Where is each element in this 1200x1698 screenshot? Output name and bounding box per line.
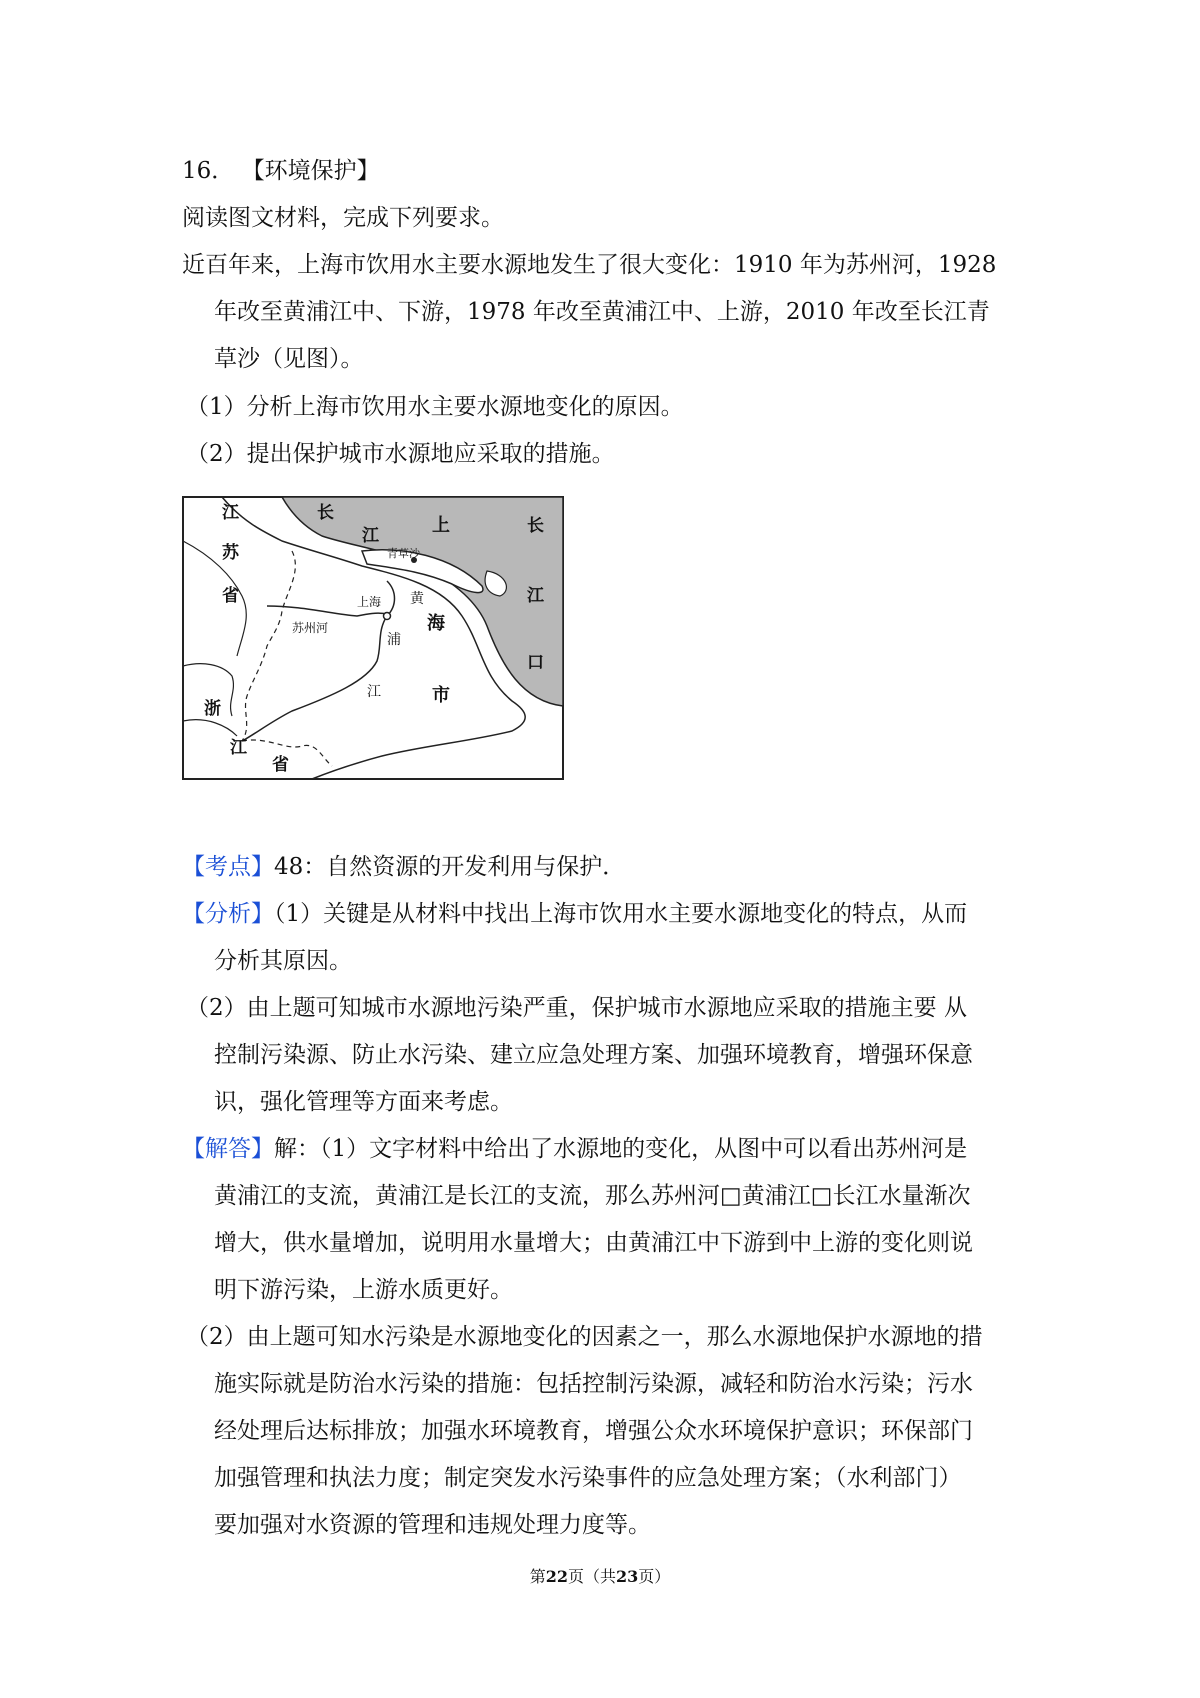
footer-mid: 页（共: [567, 1567, 616, 1586]
map-label-shang: 上: [432, 515, 450, 536]
map-label-jiang-top: 江: [362, 526, 379, 546]
fenxi-line-5: 识，强化管理等方面来考虑。: [214, 1089, 513, 1115]
map-label-suzhouhe: 苏州河: [292, 621, 329, 635]
sub-question-1: （1）分析上海市饮用水主要水源地变化的原因。: [186, 394, 684, 420]
map-label-pu: 浦: [387, 632, 401, 648]
kaodian-tag: 【考点】: [182, 854, 274, 880]
question-topic: 【环境保护】: [241, 158, 380, 184]
material-line-2: 年改至黄浦江中、下游，1978 年改至黄浦江中、上游，2010 年改至长江青: [214, 299, 990, 325]
instruction: 阅读图文材料，完成下列要求。: [182, 205, 504, 231]
jieda-text-1: 解：（1）文字材料中给出了水源地的变化，从图中可以看出苏州河是: [274, 1136, 968, 1162]
jieda-line-9: 要加强对水资源的管理和违规处理力度等。: [214, 1512, 651, 1538]
jieda-line-7: 经处理后达标排放；加强水环境教育，增强公众水环境保护意识；环保部门: [214, 1418, 973, 1444]
fenxi-line-3: （2）由上题可知城市水源地污染严重，保护城市水源地应采取的措施主要 从: [186, 995, 967, 1021]
kaodian-text: 48：自然资源的开发利用与保护．: [274, 854, 626, 880]
jieda-line-1: [182, 1134, 967, 1164]
jieda-tag: 【解答】: [182, 1136, 274, 1162]
question-number: 16．: [182, 158, 235, 184]
map-label-chang-right: 长: [527, 516, 544, 536]
fenxi-line-2: 分析其原因。: [214, 948, 352, 974]
jieda-line-8: 加强管理和执法力度；制定突发水污染事件的应急处理方案；（水利部门）: [214, 1465, 962, 1491]
footer-prefix: 第: [529, 1567, 546, 1586]
map-label-shanghai: 上海: [357, 595, 382, 609]
fenxi-line-1: [182, 899, 967, 929]
footer-page-number: 22: [545, 1567, 568, 1586]
fenxi-text-1: （1）关键是从材料中找出上海市饮用水主要水源地变化的特点，从而: [274, 901, 968, 927]
jieda-line-3: 增大，供水量增加，说明用水量增大；由黄浦江中下游到中上游的变化则说: [214, 1230, 973, 1256]
map-label-huang: 黄: [410, 591, 424, 607]
map-label-kou-right: 口: [527, 653, 544, 673]
map-label-zhe: 浙: [204, 699, 221, 719]
fenxi-tag: 【分析】: [182, 901, 274, 927]
kaodian-line: [182, 852, 625, 882]
map-label-jiang-zhe: 江: [230, 738, 247, 758]
map-label-sheng-zhe: 省: [272, 755, 289, 775]
map-label-jiang-right: 江: [527, 586, 544, 606]
map-label-shi: 市: [432, 685, 450, 706]
shanghai-water-source-map: [182, 496, 564, 780]
page-footer: [0, 1564, 1200, 1587]
footer-total-pages: 23: [616, 1567, 639, 1586]
map-label-jiang-pu: 江: [367, 684, 381, 700]
map-label-sheng: 省: [222, 586, 239, 606]
map-label-qingcaosha: 青草沙: [387, 547, 420, 560]
question-heading: [182, 156, 380, 186]
map-label-su: 苏: [222, 543, 239, 563]
sub-question-2: （2）提出保护城市水源地应采取的措施。: [186, 441, 615, 467]
footer-suffix: 页）: [638, 1567, 671, 1586]
fenxi-line-4: 控制污染源、防止水污染、建立应急处理方案、加强环境教育，增强环保意: [214, 1042, 973, 1068]
map-label-jiang: 江: [222, 503, 239, 523]
jieda-line-4: 明下游污染，上游水质更好。: [214, 1277, 513, 1303]
map-label-hai: 海: [427, 613, 445, 634]
jieda-line-2: 黄浦江的支流，黄浦江是长江的支流，那么苏州河□黄浦江□长江水量渐次: [214, 1183, 971, 1209]
shanghai-city-point: [384, 613, 391, 620]
material-line-1: 近百年来，上海市饮用水主要水源地发生了很大变化：1910 年为苏州河，1928: [182, 252, 997, 278]
map-label-chang-top: 长: [317, 503, 334, 523]
jieda-line-6: 施实际就是防治水污染的措施：包括控制污染源，减轻和防治水污染；污水: [214, 1371, 973, 1397]
jieda-line-5: （2）由上题可知水污染是水源地变化的因素之一，那么水源地保护水源地的措: [186, 1324, 983, 1350]
material-line-3: 草沙（见图）。: [214, 346, 364, 372]
